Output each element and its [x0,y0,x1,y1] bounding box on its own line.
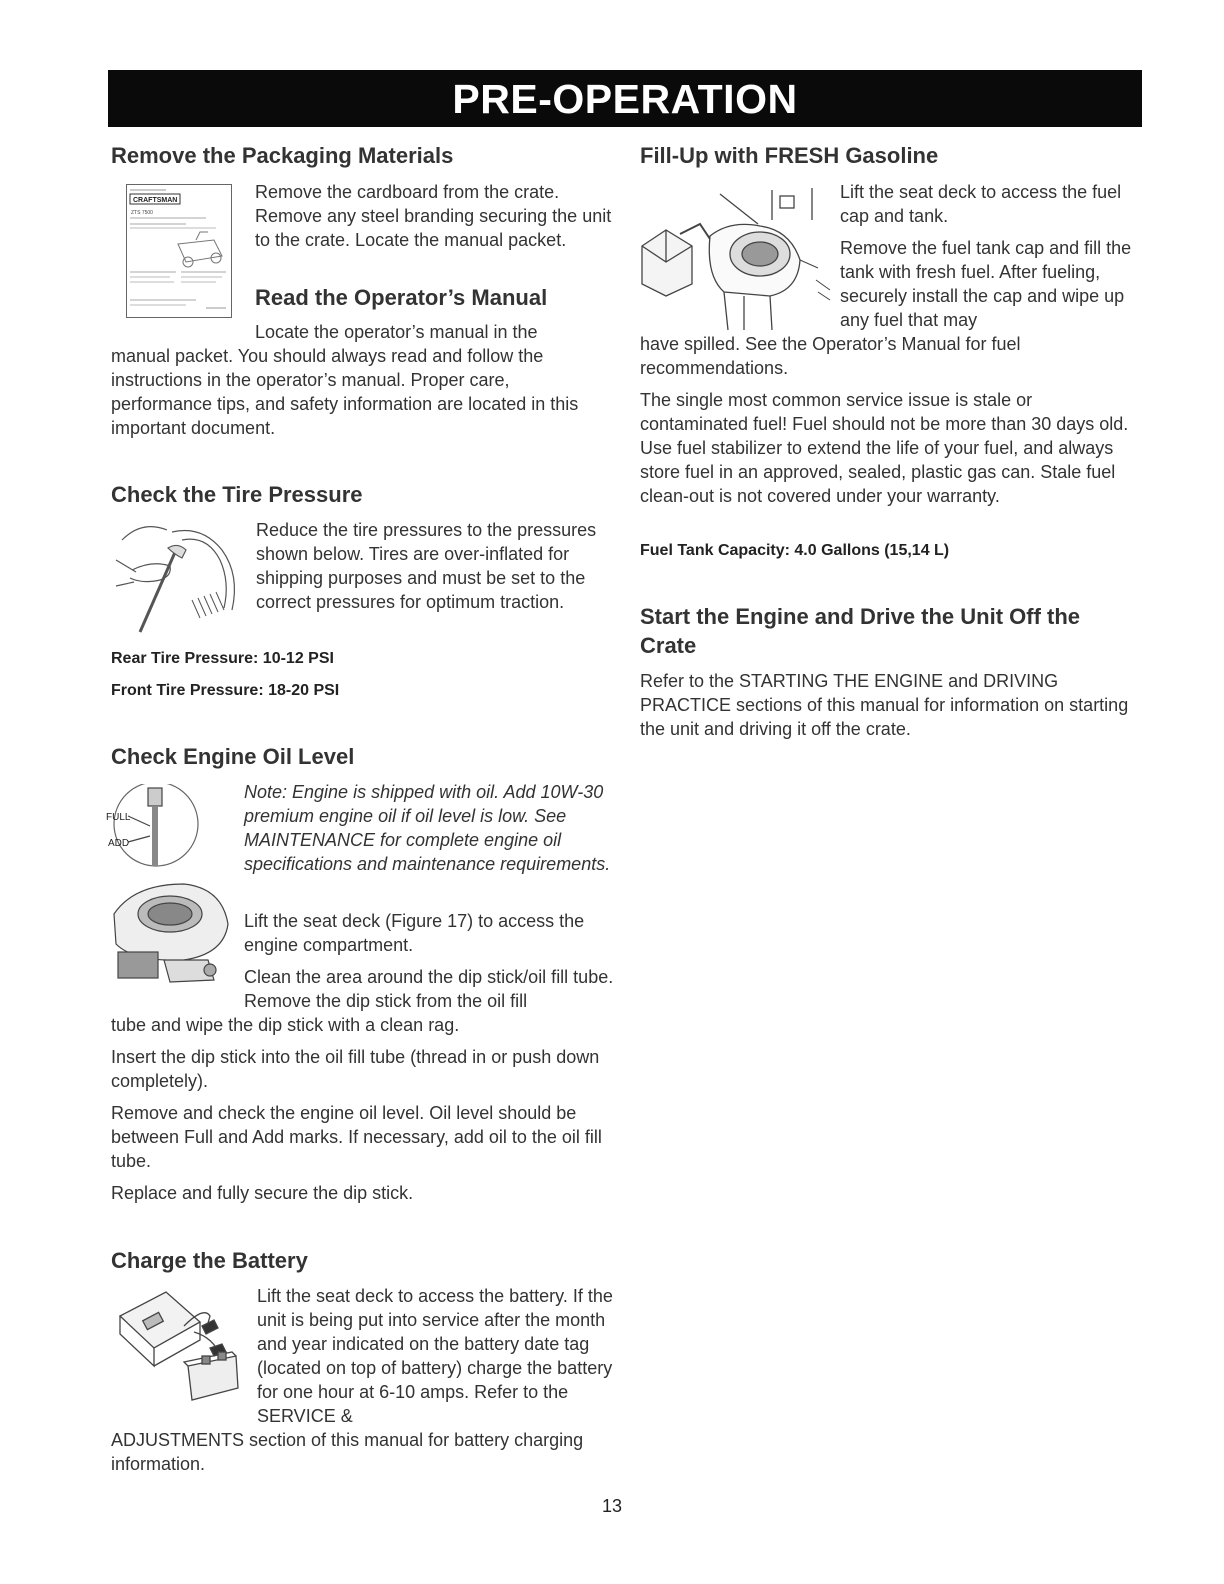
page-banner: PRE-OPERATION [108,70,1142,127]
packaging-heading: Remove the Packaging Materials [111,143,454,168]
brand-label: CRAFTSMAN [133,197,178,204]
front-tire-pressure: Front Tire Pressure: 18-20 PSI [111,682,340,699]
manual-packet-figure [126,184,232,318]
battery-charger-illustration [114,1286,244,1408]
manual-packet-illustration [126,184,232,318]
start-text: Refer to the STARTING THE ENGINE and DRIVING PRACTICE sections of this manual for information on starting the unit and driving it off the crate. [640,671,1129,739]
manual-text-lead: Locate the operator’s manual in the [255,322,538,342]
battery-text: ADJUSTMENTS section of this manual for battery charging information. [111,1430,584,1474]
full-mark-label: FULL [106,812,131,823]
manual-text: manual packet. You should always read and follow the instructions in the operator’s manual. Proper care, performance tips, and safety information are located in this important document. [111,346,579,438]
start-heading: Start the Engine and Drive the Unit Off the Crate [640,604,1081,658]
fuel-step-1: Lift the seat deck to access the fuel cap and tank. [840,182,1122,226]
add-mark-label: ADD [108,838,130,849]
fuel-step-2: have spilled. See the Operator’s Manual for fuel recommendations. [640,334,1021,378]
model-label: ZTS 7500 [131,210,153,216]
page-number: 13 [601,1496,623,1516]
tire-gauge-figure [112,520,246,638]
fuel-tank-capacity: Fuel Tank Capacity: 4.0 Gallons (15,14 L) [640,542,950,559]
battery-charger-figure [114,1286,244,1408]
fuel-heading: Fill-Up with FRESH Gasoline [640,143,939,168]
battery-text-lead: Lift the seat deck to access the battery. If the unit is being put into service after the month and year indicated on the battery date tag (located on top of battery) charge the battery for one hour at 6-10 amps. Refer to the SERVICE & [257,1286,613,1426]
tire-text: Reduce the tire pressures to the pressures shown below. Tires are over-inflated for shipping purposes and must be set to the correct pressures for optimum traction. [256,520,597,612]
tire-gauge-illustration [112,520,246,638]
engine-dipstick-illustration [104,784,234,994]
fuel-fill-illustration [640,180,836,332]
fuel-step-2-lead: Remove the fuel tank cap and fill the tank with fresh fuel. After fueling, securely install the cap and wipe up any fuel that may [840,238,1132,330]
packaging-text: Remove the cardboard from the crate. Remove any steel branding securing the unit to the crate. Locate the manual packet. [255,182,612,250]
oil-step-5: Replace and fully secure the dip stick. [111,1183,414,1203]
engine-dipstick-figure [104,784,234,994]
oil-step-2: tube and wipe the dip stick with a clean rag. [111,1015,460,1035]
manual-heading: Read the Operator’s Manual [255,285,548,310]
fuel-fill-figure [640,180,836,332]
oil-step-2-lead: Clean the area around the dip stick/oil fill tube. Remove the dip stick from the oil fill [244,967,614,1011]
rear-tire-pressure: Rear Tire Pressure: 10-12 PSI [111,650,334,667]
oil-step-1: Lift the seat deck (Figure 17) to access the engine compartment. [244,911,585,955]
battery-heading: Charge the Battery [111,1248,308,1273]
oil-step-4: Remove and check the engine oil level. Oil level should be between Full and Add marks. If necessary, add oil to the oil fill tube. [111,1103,602,1171]
oil-heading: Check Engine Oil Level [111,744,355,769]
oil-note: Note: Engine is shipped with oil. Add 10W-30 premium engine oil if oil level is low. See MAINTENANCE for complete engine oil specifications and maintenance requirements. [244,782,611,874]
oil-step-3: Insert the dip stick into the oil fill tube (thread in or push down completely). [111,1047,600,1091]
tire-heading: Check the Tire Pressure [111,482,363,507]
fuel-warning: The single most common service issue is stale or contaminated fuel! Fuel should not be more than 30 days old. Use fuel stabilizer to extend the life of your fuel, and always store fuel in an approved, sealed, plastic gas can. Stale fuel clean-out is not covered under your warranty. [640,390,1129,506]
